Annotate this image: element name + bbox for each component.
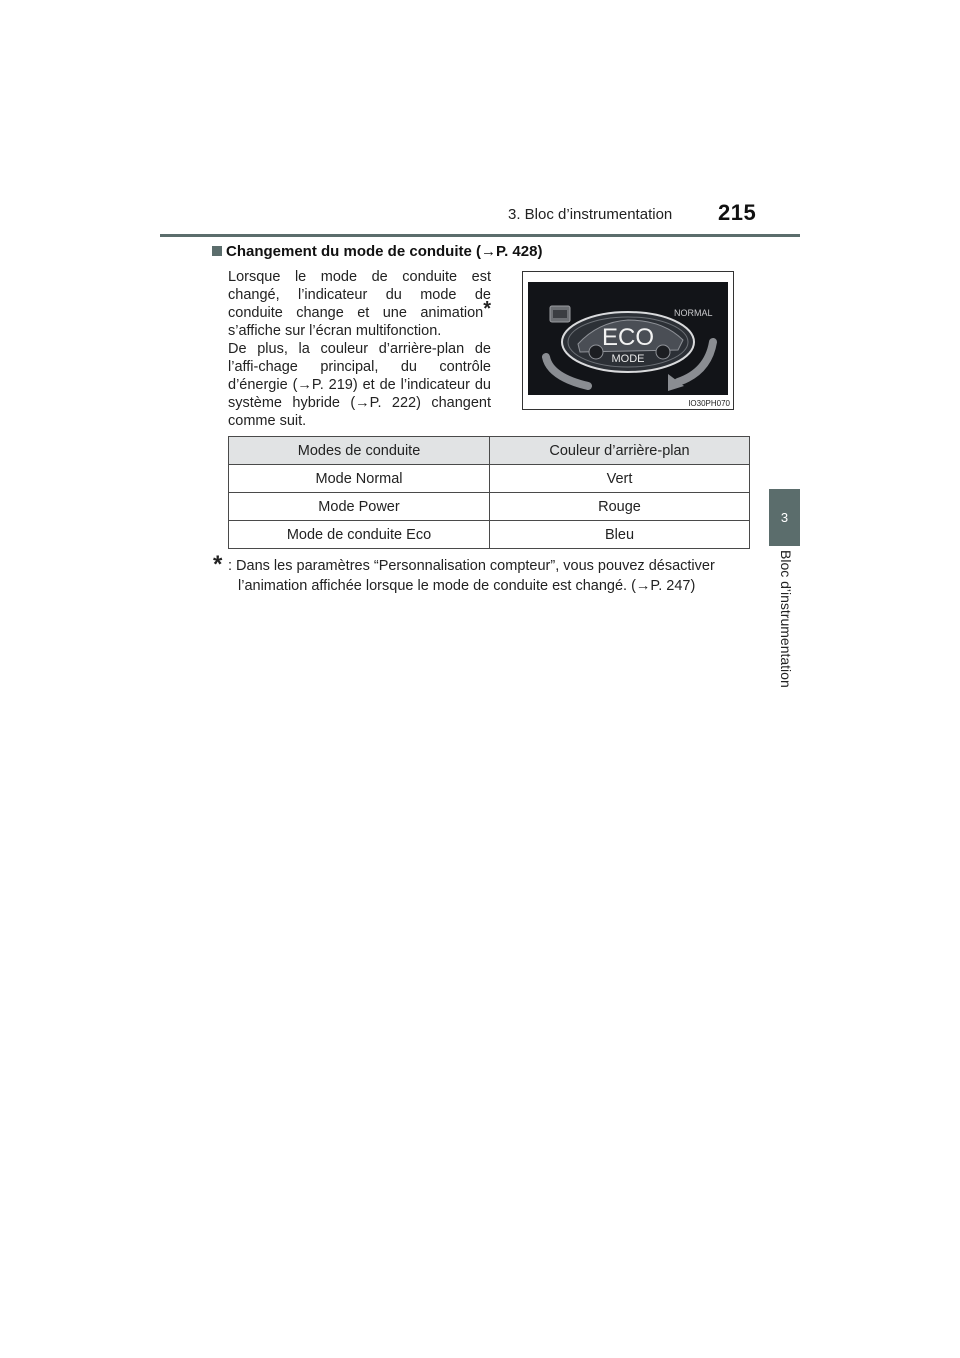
eco-label: ECO xyxy=(601,324,655,351)
mode-label: MODE xyxy=(611,353,645,365)
table-cell: Bleu xyxy=(490,521,750,549)
square-bullet-icon xyxy=(212,246,222,256)
section-heading xyxy=(212,243,542,260)
table-cell: Mode de conduite Eco xyxy=(229,521,490,549)
footnote-line-2: l’animation affichée lorsque le mode de conduite est changé. (→P. 247) xyxy=(238,578,696,594)
page-number: 215 xyxy=(718,200,757,225)
table-cell: Mode Normal xyxy=(229,465,490,493)
paragraph-text-end: s’affiche sur l’écran multifonction. xyxy=(228,323,442,339)
eco-mode-illustration xyxy=(528,282,728,395)
normal-label: NORMAL xyxy=(674,308,713,318)
header-divider xyxy=(160,234,800,237)
footnote-marker: * xyxy=(483,298,491,320)
table-row xyxy=(229,521,750,549)
table-cell: Rouge xyxy=(490,493,750,521)
chapter-tab-label: Bloc d’instrumentation xyxy=(778,550,794,688)
table-cell: Mode Power xyxy=(229,493,490,521)
paragraph-drive-mode-change xyxy=(228,268,491,340)
table-header-row xyxy=(229,437,750,465)
eco-mode-display-figure xyxy=(522,271,734,410)
drive-mode-color-table xyxy=(228,436,750,549)
figure-id: IO30PH070 xyxy=(688,399,730,408)
table-row xyxy=(229,493,750,521)
table-row xyxy=(229,465,750,493)
column-header-background-color: Couleur d’arrière-plan xyxy=(490,437,750,465)
footnote-line-1: : Dans les paramètres “Personnalisation compteur”, vous pouvez désactiver xyxy=(228,558,715,574)
multi-info-display-image xyxy=(528,282,728,395)
chapter-tab-number: 3 xyxy=(769,489,800,546)
section-heading-text: Changement du mode de conduite (→P. 428) xyxy=(226,243,543,260)
footnote-star: * xyxy=(213,551,223,578)
chapter-title: 3. Bloc d’instrumentation xyxy=(508,206,673,223)
table-cell: Vert xyxy=(490,465,750,493)
paragraph-background-color: De plus, la couleur d’arrière-plan de l’affi-chage principal, du contrôle d’énergie (→P. 219) et de l’indicateur du système hybride (→P. 222) changent comme suit. xyxy=(228,341,491,429)
paragraph-text-start: Lorsque le mode de conduite est changé, l’indicateur du mode de conduite change et une animation xyxy=(228,269,491,321)
column-header-drive-mode: Modes de conduite xyxy=(229,437,490,465)
